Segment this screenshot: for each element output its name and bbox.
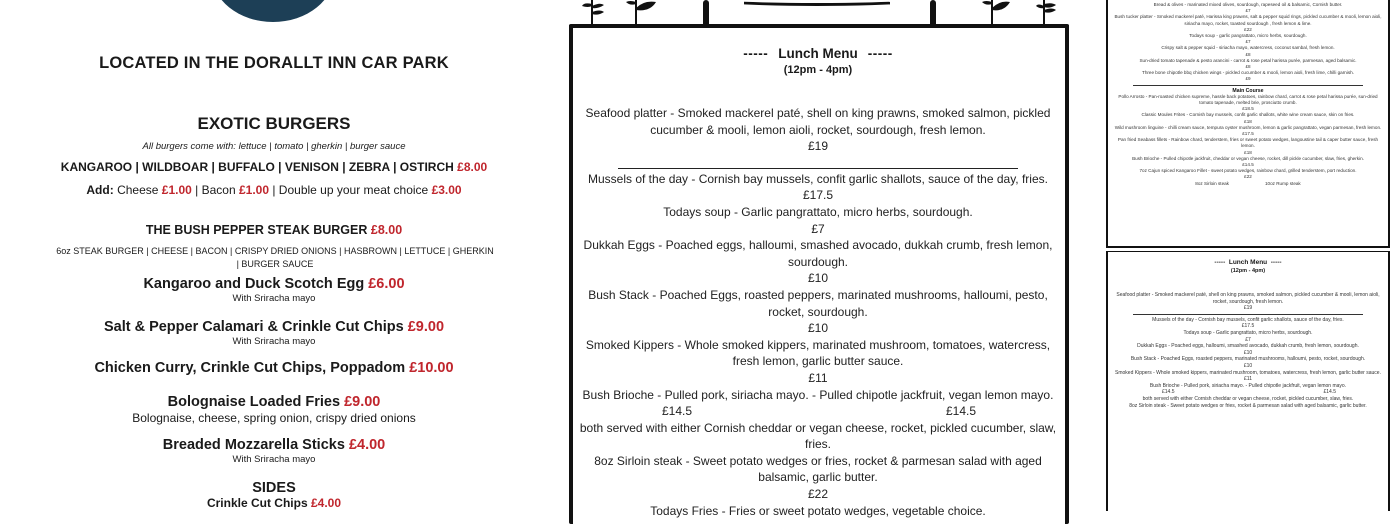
section-divider <box>618 155 1018 169</box>
thumb-item-price: £17.5 <box>1242 131 1254 137</box>
thumb-item-desc: Crispy salt & pepper squid - siriacha mayo, watercress, coconut sambal, fresh lemon. <box>1161 45 1335 51</box>
thumb-steak-left: 8oz Sirloin steak <box>1195 180 1229 186</box>
thumb-item-desc: Seafood platter - Smoked mackerel paté, shell on king prawns, smoked salmon, pickled cucumber & mooli, lemon aioli, rocket, sourdough, fresh lemon. <box>1116 292 1380 305</box>
thumb-divider <box>1133 84 1363 86</box>
lunch-menu-title: Lunch Menu <box>778 46 858 61</box>
thumb-item-desc: Classic Moules Frites - Cornish bay mussels, confit garlic shallots, white wine cream sauce, skin on fries. <box>1141 112 1355 118</box>
heading-dash: ----- <box>867 46 893 61</box>
location-heading: LOCATED IN THE DORALLT INN CAR PARK <box>99 54 449 72</box>
thumb-item-price: £8 <box>1245 51 1251 57</box>
burger-meat-options: KANGAROO | WILDBOAR | BUFFALO | VENISON | ZEBRA | OSTIRCH <box>60 160 454 174</box>
thumb-item-price: £18 <box>1244 118 1252 124</box>
menu-item-price: £10 <box>807 271 829 286</box>
item-name: Breaded Mozzarella Sticks <box>162 437 345 453</box>
thumb-item-price: £10 <box>1243 362 1253 369</box>
thumb-item-price: £7 <box>1245 8 1251 14</box>
addon-bacon-price: £1.00 <box>238 183 270 197</box>
thumb-item-desc: Todays soup - garlic pangrattato, micro herbs, sourdough. <box>1189 33 1307 39</box>
item-name: Bolognaise Loaded Fries <box>167 394 341 410</box>
thumb-item-desc: Bush Stack - Poached Eggs, roasted peppers, marinated mushrooms, halloumi, pesto, rocket, sourdough. <box>1130 356 1366 363</box>
thumb-item-desc: Dukkah Eggs - Poached eggs, halloumi, smashed avocado, dukkah crumb, fresh lemon, sourdough. <box>1137 343 1359 350</box>
thumb-item-price: £19 <box>1243 305 1253 312</box>
item-price: £9.00 <box>344 394 381 410</box>
thumb-item-desc: Sun-dried tomato tapenade & pesto arancini - carrot & rose petal harissa purée, parmesan, aged balsamic. <box>1139 57 1357 63</box>
thumb-main-course-title: Main Course <box>1232 87 1264 94</box>
menu-item-price: £11 <box>808 370 828 385</box>
sides-title: SIDES <box>252 480 296 496</box>
item-note: With Sriracha mayo <box>232 336 316 347</box>
tree-canopy-icon <box>674 0 960 6</box>
item-name: Kangaroo and Duck Scotch Egg <box>143 276 365 292</box>
menu-thumbnails <box>1106 0 1391 500</box>
thumb-item-price: £8 <box>1245 64 1251 70</box>
thumb-lunch-title: Lunch Menu <box>1228 259 1268 266</box>
add-label: Add: <box>86 183 114 197</box>
item-price: £4.00 <box>348 437 386 453</box>
item-price: £6.00 <box>368 276 405 292</box>
bush-burger-name: THE BUSH PEPPER STEAK BURGER <box>145 223 368 237</box>
bush-burger-description: 6oz STEAK BURGER | CHEESE | BACON | CRISPY DRIED ONIONS | HASBROWN | LETTUCE | GHERKIN | BURGER SAUCE <box>56 246 494 269</box>
thumb-item-price: £14.5 <box>1242 162 1254 168</box>
menu-item-desc: Bush Stack - Poached Eggs, roasted peppers, marinated mushrooms, halloumi, pesto, rocket, sourdough. <box>588 287 1048 319</box>
lunch-menu-heading <box>566 46 1070 61</box>
thumb-price-right: £14.5 <box>1323 389 1336 396</box>
thumb-item-desc: Smoked Kippers - Whole smoked kippers, marinated mushroom, tomatoes, watercress, fresh lemon, garlic butter sauce. <box>1115 369 1381 376</box>
thumb-item-desc: 8oz Sirloin steak - Sweet potato wedges or fries, rocket & parmesan salad with aged balsamic, garlic butter. <box>1129 402 1367 409</box>
lunch-menu-board <box>566 0 1070 518</box>
thumb-divider <box>1133 313 1363 315</box>
menu-item <box>0 360 548 377</box>
menu-item-split-prices <box>576 403 1060 420</box>
leaf-sprig-icon <box>580 0 610 26</box>
thumb-item-price: £22 <box>1244 26 1252 32</box>
thumb-lunch-heading <box>1106 259 1390 266</box>
menu-item-desc: Seafood platter - Smoked mackerel paté, shell on king prawns, smoked salmon, pickled cucumber & mooli, lemon aioli, rocket, sourdough, fresh lemon. <box>585 106 1051 137</box>
heading-dash: ----- <box>1214 259 1226 266</box>
thumb-item-desc: Bush Brioche - Pulled pork, siriacha mayo. - Pulled chipotle jackfruit, vegan lemon mayo. <box>1149 382 1347 389</box>
menu-item-desc: Todays soup - Garlic pangrattato, micro herbs, sourdough. <box>663 204 973 219</box>
thumb-item-price: £18.5 <box>1242 106 1254 112</box>
menu-item-price: £22 <box>807 487 829 502</box>
thumb-item-desc: Pollo Arrosto - Pan-roasted chicken supreme, hassle back potatoes, rainbow chard, carrot & rose petal harissa purée, sun-dried tomato tapenade, melted brie, prosciutto crumb. <box>1118 93 1378 106</box>
tree-trunk-icon <box>703 0 709 26</box>
menu-item-desc: Todays Fries - Fries or sweet potato wedges, vegetable choice. <box>650 503 986 518</box>
burger-addons <box>0 183 548 197</box>
thumb-item-desc: Mussels of the day - Cornish bay mussels, confit garlic shallots, sauce of the day, fries. <box>1152 316 1344 323</box>
thumb-item-price: £7 <box>1245 39 1251 45</box>
menu-item <box>0 437 548 466</box>
thumb-item-desc: Wild mushroom linguine - chilli cream sauce, tempura oyster mushroom, lemon & garlic pangrattato, vegan parmesan, fresh lemon. <box>1114 124 1382 130</box>
thumb-price-left: £14.5 <box>1162 389 1175 396</box>
bush-burger-price: £8.00 <box>370 223 403 237</box>
logo-badge <box>211 0 335 22</box>
menu-item-price: £7 <box>811 221 825 236</box>
lunch-hours: (12pm - 4pm) <box>783 64 853 76</box>
lunch-menu-items <box>576 105 1060 519</box>
thumb-item-desc: Pan fried Seabass fillets - Rainbow chard, tenderstem, fries or sweet potato wedges, langoustine tail & caper butter sauce, fresh lemon. <box>1117 137 1379 149</box>
thumb-item-price: £10 <box>1243 349 1253 356</box>
menu-item-desc: Bush Brioche - Pulled pork, siriacha mayo. - Pulled chipotle jackfruit, vegan lemon mayo. <box>582 387 1054 402</box>
item-name: Salt & Pepper Calamari & Crinkle Cut Chips <box>103 319 404 335</box>
thumb-item-price: £17.5 <box>1241 323 1255 330</box>
thumb-item-desc: Todays soup - Garlic pangrattato, micro herbs, sourdough. <box>1183 329 1313 336</box>
thumb-item-desc: Three bone chipotle bbq chicken wings - pickled cucumber & mooli, lemon aioli, fresh lime, chilli garnish. <box>1142 70 1354 76</box>
thumb-item-desc: 7oz Cajun spiced Kangaroo Fillet - sweet potato wedges, rainbow chard, grilled tenderstem, port reduction. <box>1139 168 1357 174</box>
burger-meat-list <box>0 160 548 174</box>
thumbnail-top-text <box>1112 2 1384 187</box>
leaf-sprig-icon <box>978 0 1012 26</box>
menu-item-price: £19 <box>807 139 829 154</box>
item-note: With Sriracha mayo <box>232 454 316 465</box>
item-name: Chicken Curry, Crinkle Cut Chips, Poppadom <box>94 360 406 376</box>
thumb-item-desc: both served with either Cornish cheddar or vegan cheese, rocket, pickled cucumber, slaw, fries. <box>1142 395 1354 402</box>
leaf-sprig-icon <box>624 0 658 26</box>
burger-price: £8.00 <box>457 160 488 174</box>
menu-item-price: £10 <box>807 321 829 336</box>
thumb-item-desc: Bush Brioche - Pulled chipotle jackfruit, cheddar or vegan cheese, rocket, dill pickle cucumber, slaw, fries, gherkin. <box>1132 155 1364 161</box>
thumb-item-price: £18 <box>1244 149 1252 155</box>
addon-cheese: Cheese <box>117 183 159 197</box>
street-food-menu <box>0 0 548 510</box>
side-price: £4.00 <box>311 496 342 510</box>
item-price: £10.00 <box>409 360 454 376</box>
thumb-item-price: £9 <box>1245 76 1251 82</box>
exotic-burgers-title: EXOTIC BURGERS <box>197 114 351 133</box>
thumb-steak-options <box>1112 181 1384 187</box>
menu-item-price-right: £14.5 <box>945 404 976 419</box>
item-note: Bolognaise, cheese, spring onion, crispy dried onions <box>132 411 416 425</box>
thumb-item-price: £22 <box>1244 174 1252 180</box>
addon-bacon: | Bacon <box>195 183 236 197</box>
tree-trunk-icon <box>930 0 936 26</box>
menu-item-desc: Dukkah Eggs - Poached eggs, halloumi, smashed avocado, dukkah crumb, fresh lemon, sourdough. <box>583 238 1053 269</box>
menu-item-price-left: £14.5 <box>662 404 693 419</box>
menu-item-desc: both served with either Cornish cheddar or vegan cheese, rocket, pickled cucumber, slaw, fries. <box>579 420 1057 452</box>
addon-double: | Double up your meat choice <box>272 183 429 197</box>
thumbnail-bottom-text <box>1112 292 1384 409</box>
addon-double-price: £3.00 <box>431 183 462 197</box>
heading-dash: ----- <box>1270 259 1282 266</box>
thumb-item-price: £11 <box>1244 376 1252 383</box>
menu-item-price: £17.5 <box>802 188 834 203</box>
menu-item <box>0 276 548 305</box>
menu-item-desc: Smoked Kippers - Whole smoked kippers, marinated mushroom, tomatoes, watercress, fresh lemon, garlic butter sauce. <box>585 337 1051 369</box>
thumb-item-desc: Bush tucker platter - Smoked mackerel paté, Harissa king prawns, salt & pepper squid rings, pickled cucumber & mooli, lemon aioli, siriacha mayo, rocket, toasted sourdough , fresh lemon & lime. <box>1114 14 1382 26</box>
burger-toppings-note: All burgers come with: lettuce | tomato | gherkin | burger sauce <box>142 141 406 152</box>
leaf-sprig-icon <box>1034 0 1064 26</box>
heading-dash: ----- <box>743 46 769 61</box>
menu-item-desc: 8oz Sirloin steak - Sweet potato wedges or fries, rocket & parmesan salad with aged balsamic, garlic butter. <box>594 453 1042 485</box>
thumb-item-price: £7 <box>1245 336 1251 343</box>
thumb-steak-right: 10oz Rump steak <box>1264 180 1301 186</box>
thumb-split-prices <box>1112 389 1384 396</box>
item-note: With Sriracha mayo <box>232 293 316 304</box>
menu-item <box>0 319 548 348</box>
thumb-item-desc: Bread & olives - marinated mixed olives, sourdough, rapeseed oil & balsamic, Cornish butter. <box>1153 2 1343 7</box>
thumb-lunch-hours: (12pm - 4pm) <box>1230 268 1266 274</box>
menu-item-desc: Mussels of the day - Cornish bay mussels, confit garlic shallots, sauce of the day, fries. <box>588 171 1048 186</box>
bush-burger-title <box>0 223 548 237</box>
side-name: Crinkle Cut Chips <box>206 496 308 510</box>
menu-item <box>0 394 548 425</box>
sides-first-item <box>0 496 548 510</box>
addon-cheese-price: £1.00 <box>161 183 192 197</box>
item-price: £9.00 <box>407 319 445 335</box>
